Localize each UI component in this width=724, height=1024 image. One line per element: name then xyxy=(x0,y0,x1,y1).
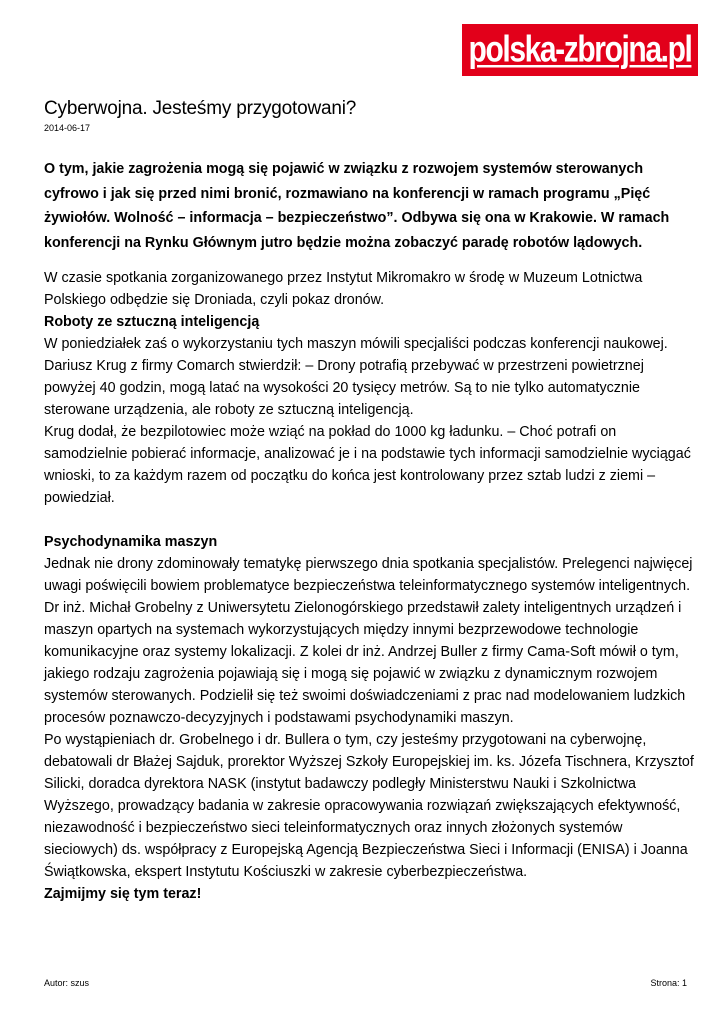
subheading-psychodynamics: Psychodynamika maszyn xyxy=(44,534,218,550)
article-date: 2014-06-17 xyxy=(44,123,91,133)
paragraph-debate: Po wystąpieniach dr. Grobelnego i dr. Bullera o tym, czy jesteśmy przygotowani na cyberwojnę, debatowali dr Błażej Sajduk, prorektor Wyższej Szkoły Europejskiej im. ks. Józefa Tischnera, Krzysztof Silicki, doradca dyrektora NASK (instytut badawczy podległy Ministerstwu Nauki i Szkolnictwa Wyższego, prowadzący badania w zakresie opracowywania rozwiązań zwiększających efektywność, niezawodność i bezpieczeństwo sieci teleinformatycznych oraz innych złożonych systemów sieciowych) ds. współpracy z Europejską Agencją Bezpieczeństwa Sieci i Informacji (ENISA) i Joanna Świątkowska, ekspert Instytutu Kościuszki w zakresie cyberbezpieczeństwa. xyxy=(44,732,694,880)
paragraph-krug-quote: W poniedziałek zaś o wykorzystaniu tych maszyn mówili specjaliści podczas konferencji naukowej. Dariusz Krug z firmy Comarch stwierdził: – Drony potrafią przebywać w przestrzeni powietrznej powyżej 40 godzin, mogą latać na wysokości 20 tysięcy metrów. Są to nie tylko automatycznie sterowane urządzenia, ale roboty ze sztuczną inteligencją. xyxy=(44,336,668,418)
closing-line: Zajmijmy się tym teraz! xyxy=(44,886,202,902)
site-logo xyxy=(462,24,698,76)
paragraph-droniada: W czasie spotkania zorganizowanego przez Instytut Mikromakro w środę w Muzeum Lotnictwa Polskiego odbędzie się Droniada, czyli pokaz dronów. xyxy=(44,270,643,308)
article-body xyxy=(44,267,694,905)
spacer xyxy=(44,509,694,531)
footer-page-number: Strona: 1 xyxy=(650,978,687,988)
subheading-robots: Roboty ze sztuczną inteligencją xyxy=(44,314,260,330)
footer-author: Autor: szus xyxy=(44,978,90,988)
article-title: Cyberwojna. Jesteśmy przygotowani? xyxy=(44,98,357,119)
site-logo-text: polska-zbrojna.pl xyxy=(468,28,692,70)
article-lead: O tym, jakie zagrożenia mogą się pojawić w związku z rozwojem systemów sterowanych cyfrowo i jak się przed nimi bronić, rozmawiano na konferencji w ramach programu „Pięć żywiołów. Wolność – informacja – bezpieczeństwo”. Odbywa się ona w Krakowie. W ramach konferencji na Rynku Głównym jutro będzie można zobaczyć paradę robotów lądowych. xyxy=(44,161,670,251)
paragraph-presentations: Jednak nie drony zdominowały tematykę pierwszego dnia spotkania specjalistów. Prelegenci najwięcej uwagi poświęcili bowiem problematyce bezpieczeństwa teleinformatycznego systemów inteligentnych. Dr inż. Michał Grobelny z Uniwersytetu Zielonogórskiego przedstawił zalety inteligentnych urządzeń i maszyn opartych na systemach wykorzystujących między innymi bezprzewodowe technologie komunikacyjne oraz systemy lokalizacji. Z kolei dr inż. Andrzej Buller z firmy Cama-Soft mówił o tym, jakiego rodzaju zagrożenia pojawiają się i mogą się pojawić w związku z dynamicznym rozwojem systemów sterowanych. Podzielił się też swoimi doświadczeniami z prac nad modelowaniem ludzkich procesów poznawczo-decyzyjnych i podstawami psychodynamiki maszyn. xyxy=(44,556,693,726)
paragraph-krug-payload: Krug dodał, że bezpilotowiec może wziąć na pokład do 1000 kg ładunku. – Choć potrafi on samodzielnie pobierać informacje, analizować je i na podstawie tych informacji samodzielnie wyciągać wnioski, to za każdym razem od początku do końca jest kontrolowany przez sztab ludzi z ziemi – powiedział. xyxy=(44,424,691,506)
